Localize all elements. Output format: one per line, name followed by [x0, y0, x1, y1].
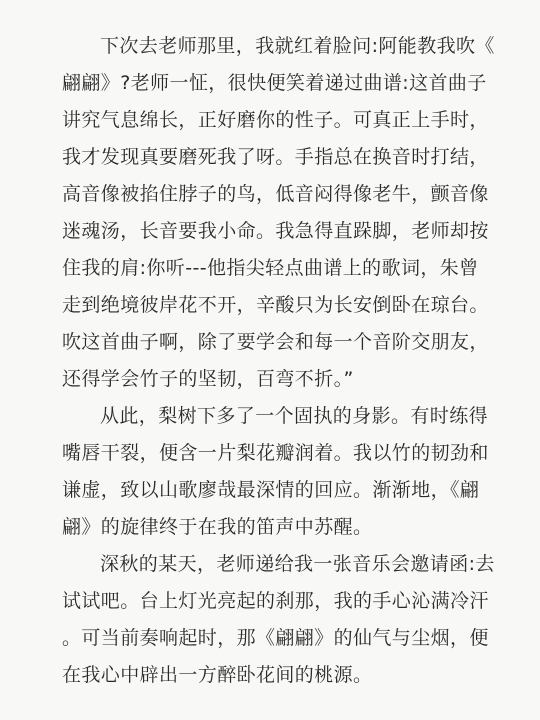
text-line-10: 还得学会竹子的坚韧，百弯不折。”	[62, 368, 354, 390]
text-line-4: 我才发现真要磨死我了呀。手指总在换音时打结，	[62, 146, 489, 168]
text-line-3: 讲究气息绵长，正好磨你的性子。可真正上手时，	[62, 109, 489, 131]
text-line-15: 深秋的某天，老师递给我一张音乐会邀请函:去	[100, 553, 495, 575]
text-line-14: 翩》的旋律终于在我的笛声中苏醒。	[62, 516, 373, 538]
text-line-18: 在我心中辟出一方醉卧花间的桃源。	[62, 664, 373, 686]
text-line-11: 从此，梨树下多了一个固执的身影。有时练得	[100, 405, 489, 427]
text-line-12: 嘴唇干裂，便含一片梨花瓣润着。我以竹的韧劲和	[62, 442, 489, 464]
text-line-6: 迷魂汤，长音要我小命。我急得直跺脚，老师却按	[62, 220, 489, 242]
text-line-13: 谦虚，致以山歌廖哉最深情的回应。渐渐地，《翩	[62, 479, 480, 501]
text-line-7: 住我的肩:你听---他指尖轻点曲谱上的歌词，朱曾	[62, 257, 479, 279]
text-line-1: 下次去老师那里，我就红着脸问:阿能教我吹《	[100, 35, 495, 57]
text-line-17: 。可当前奏响起时，那《翩翩》的仙气与尘烟，便	[62, 627, 489, 649]
text-line-8: 走到绝境彼岸花不开，辛酸只为长安倒卧在琼台。	[62, 294, 489, 316]
text-line-16: 试试吧。台上灯光亮起的刹那，我的手心沁满冷汗	[62, 590, 489, 612]
text-line-5: 高音像被掐住脖子的鸟，低音闷得像老牛，颤音像	[62, 183, 489, 205]
text-line-2: 翩翩》?老师一怔，很快便笑着递过曲谱:这首曲子	[62, 72, 487, 94]
text-line-9: 吹这首曲子啊，除了要学会和每一个音阶交朋友，	[62, 331, 489, 353]
